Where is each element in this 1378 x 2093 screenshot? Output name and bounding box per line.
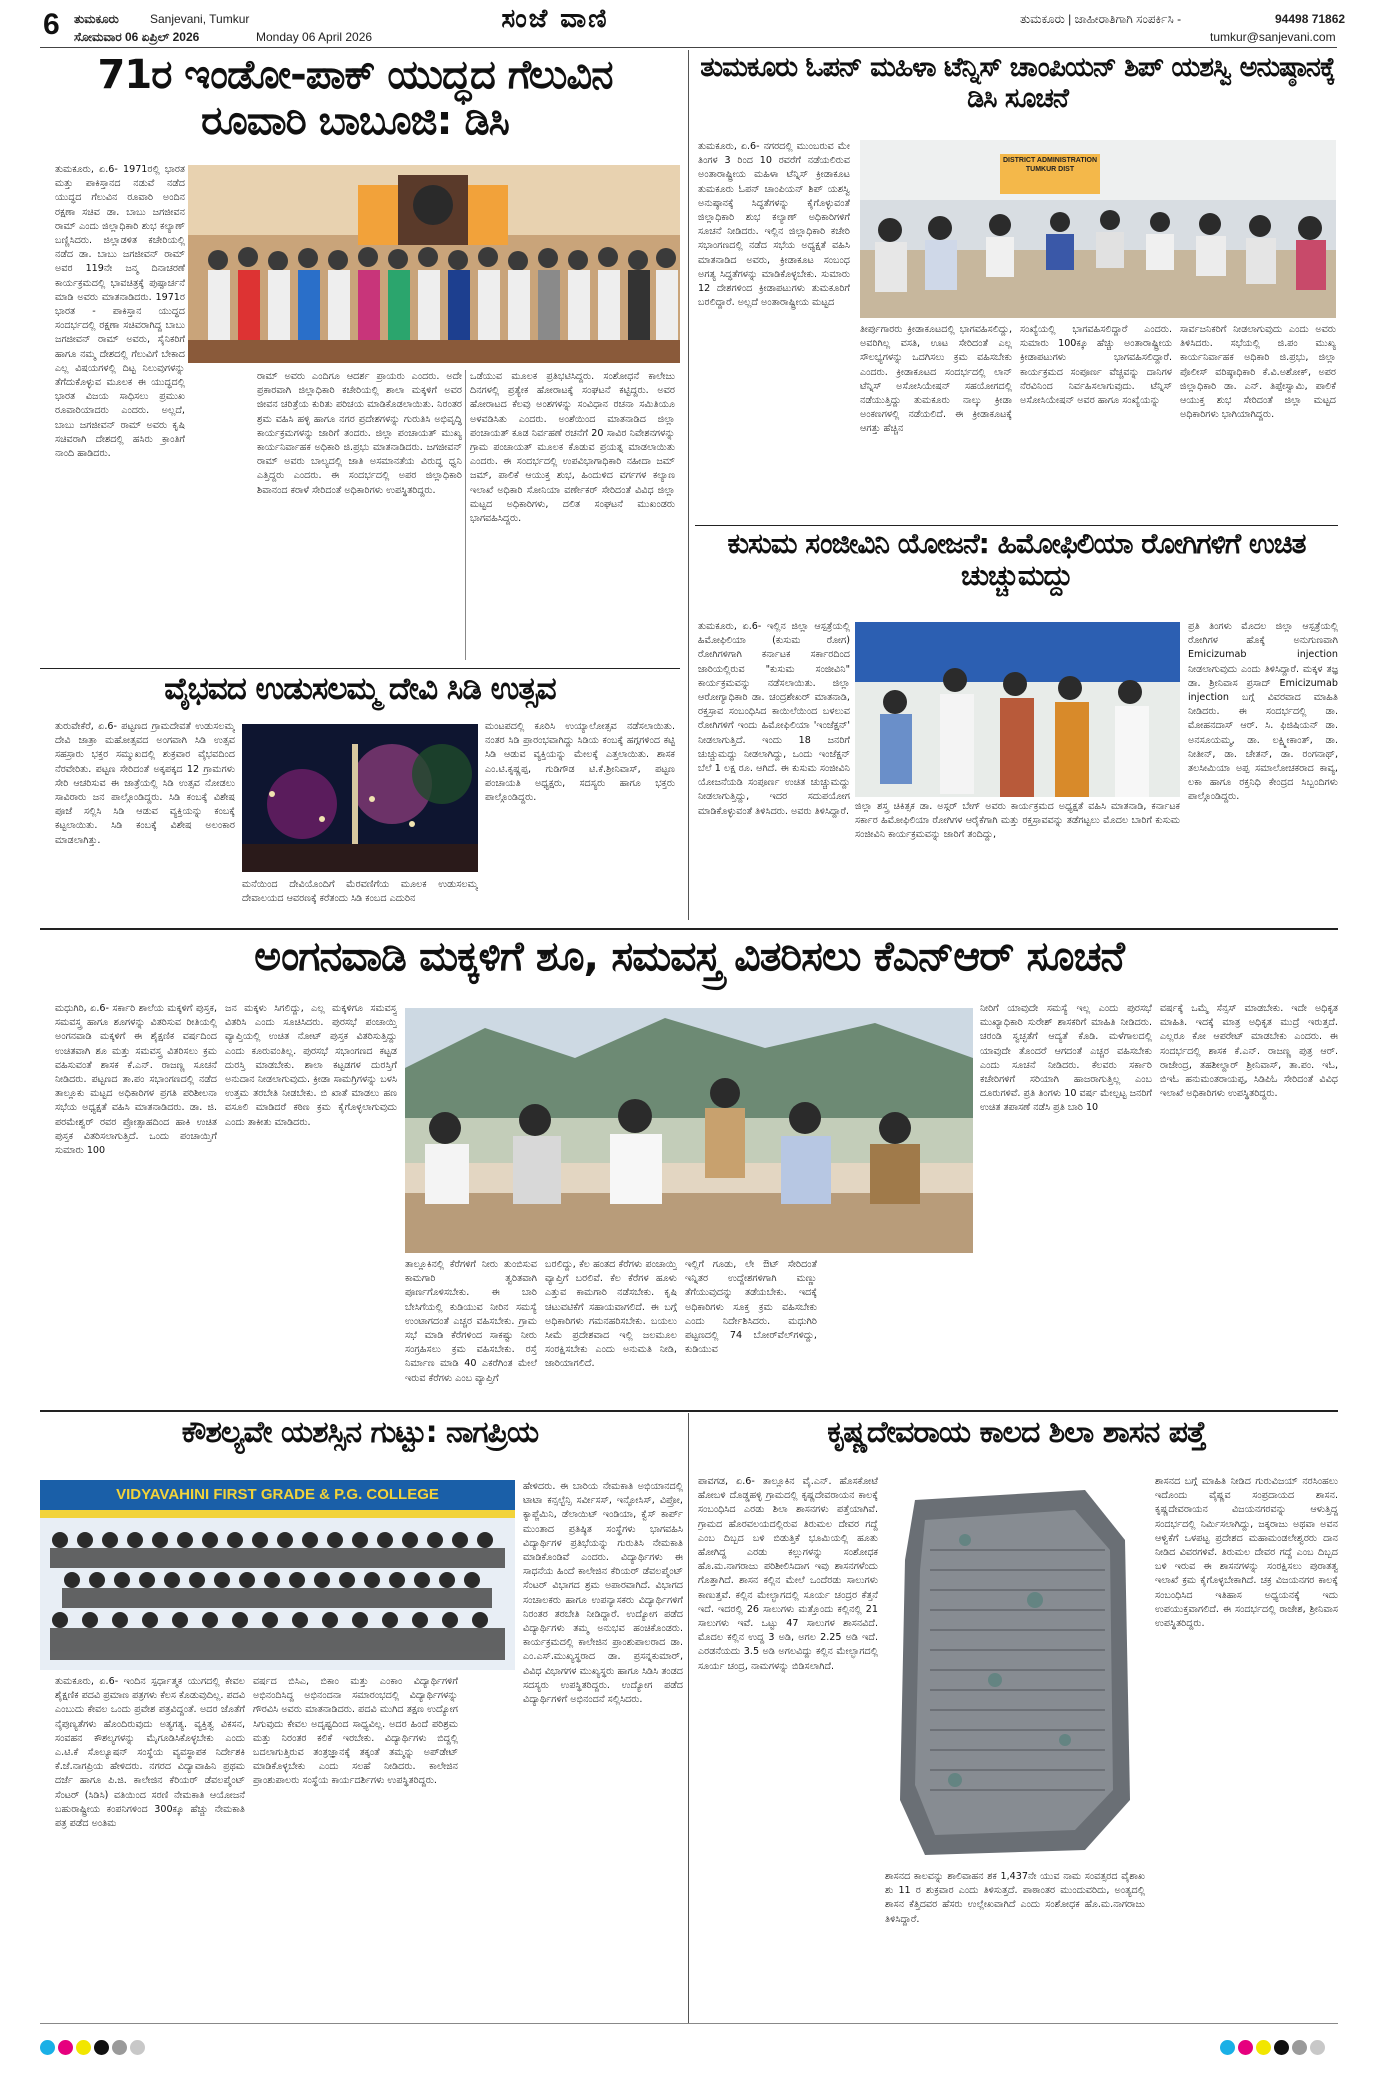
footer-rule: [40, 2023, 1338, 2024]
shasana-col2: ಶಾಸನದ ಕಾಲವನ್ನು ಶಾಲಿವಾಹನ ಶಕ 1,437ನೇ ಯುವ ನಾಮ ಸಂವತ್ಸರದ ವೈಶಾಖ ಶು 11 ರ ಶುಕ್ರವಾರ ಎಂದು ತಿಳಿಸುತ್ತದೆ. ಪಾಠಾಂತರ ಮುಂದುವರಿದು, ಅಂತ್ಯದಲ್ಲಿ ಶಾಸನ ಕೆತ್ತಿದವರ ಹೆಸರು ಉಲ್ಲೇಖವಾಗಿದೆ ಎಂದು ಸಂಶೋಧಕ ಹೊ.ಮ.ನಾಗರಾಜು ತಿಳಿಸಿದ್ದಾರೆ.: [885, 1871, 1145, 1925]
kaushalya-photo-banner: VIDYAVAHINI FIRST GRADE & P.G. COLLEGE: [116, 1486, 439, 1503]
anganwadi-col7: ವರ್ಷಕ್ಕೆ ಒಮ್ಮೆ ಸೆನ್ಸಸ್ ಮಾಡಬೇಕು. ಇದೇ ಅಧಿಕೃತ ಮಾಹಿತಿ. ಇದಕ್ಕೆ ಮಾತ್ರ ಅಧಿಕೃತ ಮುದ್ರೆ ಇರುತ್ತದೆ. ಎಲ್ಲರೂ ಕೋ ಆಪರೇಟ್ ಮಾಡಬೇಕು ಎಂದರು. ಈ ಸಂದರ್ಭದಲ್ಲಿ ಶಾಸಕ ಕೆ.ಎನ್. ರಾಜಣ್ಣ ಪುತ್ರ ಆರ್. ರಾಜೇಂದ್ರ, ತಹಶೀಲ್ದಾರ್ ಶ್ರೀನಿವಾಸ್, ತಾ.ಪಂ. ಇಓ, ಬಿಇಓ ಹನುಮಂತರಾಯಪ್ಪ, ಸಿಡಿಪಿಓ ಸೇರಿದಂತೆ ವಿವಿಧ ಇಲಾಖೆ ಅಧಿಕಾರಿಗಳು ಉಪಸ್ಥಿತರಿದ್ದರು.: [1160, 1003, 1338, 1100]
masthead-logo: [455, 4, 655, 44]
shasana-inscription-photo: [885, 1480, 1145, 1865]
anganwadi-col6: ನೀರಿಗೆ ಯಾವುದೇ ಸಮಸ್ಯೆ ಇಲ್ಲ ಎಂದು ಪುರಸಭೆ ಮುಖ್ಯಾಧಿಕಾರಿ ಸುರೇಶ್ ಶಾಸಕರಿಗೆ ಮಾಹಿತಿ ನೀಡಿದರು. ಚರಂಡಿ ಸ್ವಚ್ಛತೆಗೆ ಆದ್ಯತೆ ಕೊಡಿ. ಮಳೆಗಾಲದಲ್ಲಿ ಯಾವುದೇ ತೊಂದರೆ ಆಗದಂತೆ ಎಚ್ಚರ ವಹಿಸಬೇಕು ಎಂದು ಸೂಚನೆ ನೀಡಿದರು. ಕೆಲವರು ಸರ್ಕಾರಿ ಕಚೇರಿಗಳಿಗೆ ಸರಿಯಾಗಿ ಹಾಜರಾಗುತ್ತಿಲ್ಲ ಎಂಬ ದೂರುಗಳಿವೆ. ಪ್ರತಿ ತಿಂಗಳು 10 ವರ್ಷ ಮೇಲ್ಪಟ್ಟ ಜನರಿಗೆ ಉಚಿತ ತಪಾಸಣೆ ನಡೆಸಿ ಪ್ರತಿ ಬಾರಿ 10: [980, 1003, 1152, 1114]
kaushalya-col1: ತುಮಕೂರು, ಏ.6- ಇಂದಿನ ಸ್ಪರ್ಧಾತ್ಮಕ ಯುಗದಲ್ಲಿ ಕೇವಲ ಶೈಕ್ಷಣಿಕ ಪದವಿ ಪ್ರಮಾಣ ಪತ್ರಗಳು ಕೆಲಸ ಕೊಡುವುದಿಲ್ಲ. ಪದವಿ ಎಂಬುದು ಕೇವಲ ಒಂದು ಪ್ರವೇಶ ಪತ್ರವಿದ್ದಂತೆ. ಅದರ ಜೊತೆಗೆ ನೈಪುಣ್ಯತೆಗಳು ಹೊಂದಿರುವುದು ಅತ್ಯಗತ್ಯ. ವ್ಯಕ್ತಿತ್ವ ವಿಕಸನ, ಸಂವಹನ ಕೌಶಲ್ಯಗಳನ್ನು ಮೈಗೂಡಿಸಿಕೊಳ್ಳಬೇಕು ಎಂದು ಎ.ಟಿ.ಕೆ ಸೊಲ್ಯೂಷನ್ ಸಂಸ್ಥೆಯ ವ್ಯವಸ್ಥಾಪಕ ನಿರ್ದೇಶಕಿ ಕೆ.ಜೆ.ನಾಗಪ್ರಿಯ ಹೇಳಿದರು. ನಗರದ ವಿದ್ಯಾವಾಹಿನಿ ಪ್ರಥಮ ದರ್ಜೆ ಹಾಗೂ ಪಿ.ಜಿ. ಕಾಲೇಜಿನ ಕೆರಿಯರ್ ಡೆವಲಪ್ಮೆಂಟ್ ಸೆಂಟರ್ (ಸಿಡಿಸಿ) ವತಿಯಿಂದ ಸರಣಿ ನೇಮಕಾತಿ ಆಯೋಜನೆ ಬಹುರಾಷ್ಟ್ರೀಯ ಕಂಪನಿಗಳಿಂದ 300ಕ್ಕೂ ಹೆಚ್ಚು ನೇಮಕಾತಿ ಪತ್ರ ಪಡೆದ ಅಂತಿಮ: [55, 1676, 245, 1830]
color-mark-magenta: [1238, 2040, 1253, 2055]
color-mark-yellow: [1256, 2040, 1271, 2055]
header-date-en: Monday 06 April 2026: [256, 30, 373, 44]
anganwadi-col4: ಬರಲಿದ್ದು, ಕೆಲ ಹಂತದ ಕೆರೆಗಳು ಪಂಚಾಯ್ತಿ ವ್ಯಾಪ್ತಿಗೆ ಬರಲಿವೆ. ಕೆಲ ಕೆರೆಗಳ ಹೂಳು ಎತ್ತುವ ಕಾಮಗಾರಿ ನಡೆಸಬೇಕು. ಕೃಷಿ ಚಟುವಟಿಕೆಗೆ ಸಹಾಯವಾಗಲಿದೆ. ಈ ಬಗ್ಗೆ ಅಧಿಕಾರಿಗಳು ಗಮನಹರಿಸಬೇಕು. ಬಯಲು ಸೀಮೆ ಪ್ರದೇಶವಾದ ಇಲ್ಲಿ ಜಲಮೂಲ ಸಂರಕ್ಷಿಸಬೇಕು ಎಂದು ಅನುಮತಿ ನೀಡಿ, ಜಾರಿಯಾಗಲಿದೆ.: [545, 1259, 677, 1370]
header-contact-label: ತುಮಕೂರು | ಜಾಹೀರಾತಿಗಾಗಿ ಸಂಪರ್ಕಿಸಿ -: [1020, 12, 1182, 26]
kusuma-top-rule: [695, 525, 1338, 526]
utsava-col3: ಮಂಟಪದಲ್ಲಿ ಕೂರಿಸಿ ಉಯ್ಯಾಲೋತ್ಸವ ನಡೆಸಲಾಯಿತು. ನಂತರ ಸಿಡಿ ಪ್ರಾರಂಭವಾಗಿದ್ದು ಸಿಡಿಯ ಕಂಬಕ್ಕೆ ಹಗ್ಗಗಳಿಂದ ಕಟ್ಟಿ ಸಿಡಿ ಆಡುವ ವ್ಯಕ್ತಿಯನ್ನು ಮೇಲಕ್ಕೆ ಎತ್ತಲಾಯಿತು. ಶಾಸಕ ಎಂ.ಟಿ.ಕೃಷ್ಣಪ್ಪ, ಗುಡಿಗೌಡ ಟಿ.ಕೆ.ಶ್ರೀನಿವಾಸ್, ಪಟ್ಟಣ ಪಂಚಾಯತಿ ಅಧ್ಯಕ್ಷರು, ಸದಸ್ಯರು ಹಾಗೂ ಭಕ್ತರು ಪಾಲ್ಗೊಂಡಿದ್ದರು.: [485, 721, 675, 804]
footer-color-marks-left: [40, 2040, 148, 2059]
kusuma-headline: ಕುಸುಮ ಸಂಜೀವಿನಿ ಯೋಜನೆ: ಹಿಮೋಫಿಲಿಯಾ ರೋಗಿಗಳಿಗೆ ಉಚಿತ ಚುಚ್ಚುಮದ್ದು: [727, 527, 1306, 593]
babuji-col1: ತುಮಕೂರು, ಏ.6- 1971ರಲ್ಲಿ ಭಾರತ ಮತ್ತು ಪಾಕಿಸ್ತಾನದ ನಡುವೆ ನಡೆದ ಯುದ್ಧದ ಗೆಲುವಿನ ರೂವಾರಿ ಅಂದಿನ ರಕ್ಷಣಾ ಸಚಿವ ಡಾ. ಬಾಬು ಜಗಜೀವನ ರಾಮ್ ಎಂದು ಜಿಲ್ಲಾಧಿಕಾರಿ ಶುಭ ಕಲ್ಯಾಣ್ ಬಣ್ಣಿಸಿದರು. ಜಿಲ್ಲಾಡಳಿತ ಕಚೇರಿಯಲ್ಲಿ ನಡೆದ ಡಾ. ಬಾಬು ಜಗಜೀವನ್ ರಾಮ್ ಅವರ 119ನೇ ಜನ್ಮ ದಿನಾಚರಣೆ ಕಾರ್ಯಕ್ರಮದಲ್ಲಿ ಭಾವಚಿತ್ರಕ್ಕೆ ಪುಷ್ಪಾರ್ಚನೆ ಮಾಡಿ ಅವರು ಮಾತನಾಡಿದರು. 1971ರ ಭಾರತ - ಪಾಕಿಸ್ತಾನ ಯುದ್ಧದ ಸಂದರ್ಭದಲ್ಲಿ ರಕ್ಷಣಾ ಸಚಿವರಾಗಿದ್ದ ಬಾಬು ಜಗಜೀವನ್ ರಾಮ್ ಅವರು, ಸೈನಿಕರಿಗೆ ಹಾಗೂ ನಮ್ಮ ದೇಶದಲ್ಲಿ ಗೆಲುವಿಗೆ ಬೇಕಾದ ಎಲ್ಲ ವಿಷಯಗಳಲ್ಲಿ ದಿಟ್ಟ ನಿಲುವುಗಳನ್ನು ತೆಗೆದುಕೊಳ್ಳುವ ಮೂಲಕ ಈ ಯುದ್ಧದಲ್ಲಿ ಭಾರತ ವಿಜಯ ಸಾಧಿಸಲು ಪ್ರಮುಖ ರೂವಾರಿಯಾದರು ಎಂದರು. ಅಲ್ಲದೆ, ಬಾಬು ಜಗಜೀವನ್ ರಾಮ್ ಅವರು ಕೃಷಿ ಸಚಿವರಾಗಿ ದೇಶದಲ್ಲಿ ಹಸಿರು ಕ್ರಾಂತಿಗೆ ನಾಂದಿ ಹಾಡಿದರು.: [55, 164, 185, 460]
color-mark-black: [1274, 2040, 1289, 2055]
bottom-vertical-rule: [688, 1413, 689, 2023]
kaushalya-photo: [40, 1480, 515, 1670]
kusuma-col1: ತುಮಕೂರು, ಏ.6- ಇಲ್ಲಿನ ಜಿಲ್ಲಾ ಆಸ್ಪತ್ರೆಯಲ್ಲಿ ಹಿಮೋಫಿಲಿಯಾ (ಕುಸುಮ ರೋಗ) ರೋಗಿಗಳಿಗಾಗಿ ಕರ್ನಾಟಕ ಸರ್ಕಾರದಿಂದ ಜಾರಿಯಲ್ಲಿರುವ "ಕುಸುಮ ಸಂಜೀವಿನಿ" ಕಾರ್ಯಕ್ರಮವನ್ನು ನಡೆಸಲಾಯಿತು. ಜಿಲ್ಲಾ ಆರೋಗ್ಯಾಧಿಕಾರಿ ಡಾ. ಚಂದ್ರಶೇಖರ್ ಮಾತನಾಡಿ, ರಕ್ತಸ್ರಾವ ಸಂಬಂಧಿಸಿದ ಕಾಯಿಲೆಯಿಂದ ಬಳಲುವ ರೋಗಿಗಳಿಗೆ ಇಂದು ಹಿಮೋಫಿಲಿಯಾ 'ಇಂಜೆಕ್ಷನ್' ನೀಡಲಾಗುತ್ತಿದೆ. ಇಂದು 18 ಜನರಿಗೆ ಚುಚ್ಚುಮದ್ದು ನೀಡಲಾಗಿದ್ದು, ಒಂದು ಇಂಜೆಕ್ಷನ್ ಬೆಲೆ 1 ಲಕ್ಷ ರೂ. ಆಗಿದೆ. ಈ ಕುಸುಮ ಸಂಜೀವಿನಿ ಯೋಜನೆಯಡಿ ಸಂಪೂರ್ಣ ಉಚಿತ ಚುಚ್ಚುಮದ್ದು ನೀಡಲಾಗುತ್ತಿದ್ದು, ಇದರ ಸದುಪಯೋಗ ಮಾಡಿಕೊಳ್ಳುವಂತೆ ತಿಳಿಸಿದರು. ಅವರು ತಿಳಿಸಿದ್ದಾರೆ.: [698, 621, 850, 817]
kaushalya-col2: ವರ್ಷದ ಬಿಸಿಎ, ಬಿಕಾಂ ಮತ್ತು ಎಂಕಾಂ ವಿದ್ಯಾರ್ಥಿಗಳಿಗೆ ಅಭಿನಂದಿಸಿದ್ದ ಅಭಿನಂದನಾ ಸಮಾರಂಭದಲ್ಲಿ ವಿದ್ಯಾರ್ಥಿಗಳನ್ನು ಗೌರವಿಸಿ ಅವರು ಮಾತನಾಡಿದರು. ಪದವಿ ಮುಗಿದ ತಕ್ಷಣ ಉದ್ಯೋಗ ಸಿಗುವುದು ಕೇವಲ ಅದೃಷ್ಟದಿಂದ ಸಾಧ್ಯವಿಲ್ಲ. ಅದರ ಹಿಂದೆ ಪರಿಶ್ರಮ ಮತ್ತು ನಿರಂತರ ಕಲಿಕೆ ಇರಬೇಕು. ವಿದ್ಯಾರ್ಥಿಗಳು ಬಿದ್ದಲ್ಲಿ ಬದಲಾಗುತ್ತಿರುವ ತಂತ್ರಜ್ಞಾನಕ್ಕೆ ತಕ್ಕಂತೆ ತಮ್ಮನ್ನು ಅಪ್‌ಡೇಟ್ ಮಾಡಿಕೊಳ್ಳಬೇಕು ಎಂದು ಸಲಹೆ ನೀಡಿದರು. ಕಾಲೇಜಿನ ಪ್ರಾಂಶುಪಾಲರು ಸಂಸ್ಥೆಯ ಕಾರ್ಯದರ್ಶಿಗಳು ಉಪಸ್ಥಿತರಿದ್ದರು.: [253, 1676, 458, 1787]
color-mark-magenta: [58, 2040, 73, 2055]
header-rule: [40, 47, 1337, 48]
tennis-col2: ತೀರ್ಪುಗಾರರು ಕ್ರೀಡಾಕೂಟದಲ್ಲಿ ಭಾಗವಹಿಸಲಿದ್ದು, ಅವರಿಗಿಲ್ಲ ವಸತಿ, ಊಟ ಸೇರಿದಂತೆ ಎಲ್ಲ ಸೌಲಭ್ಯಗಳನ್ನು ಒದಗಿಸಲು ಕ್ರಮ ವಹಿಸಬೇಕು ಎಂದರು. ಕ್ರೀಡಾಕೂಟದ ಸಂದರ್ಭದಲ್ಲಿ ಲಾನ್ ಟೆನ್ನಿಸ್ ಅಸೋಸಿಯೇಷನ್ ಸಹಯೋಗದಲ್ಲಿ ನಡೆಯುತ್ತಿದ್ದು ತುಮಕೂರು ನಾಲ್ಕು ಕ್ರೀಡಾ ಅಂಕಣಗಳಲ್ಲಿ ನಡೆಯಲಿದೆ. ಈ ಕ್ರೀಡಾಕೂಟಕ್ಕೆ ಆಗತ್ತು ಹೆಚ್ಚಿನ: [860, 324, 1012, 435]
header-place: ತುಮಕೂರು: [74, 12, 119, 26]
kaushalya-headline: ಕೌಶಲ್ಯವೇ ಯಶಸ್ಸಿನ ಗುಟ್ಟು: ನಾಗಪ್ರಿಯ: [181, 1415, 539, 1450]
anganwadi-col3: ತಾಲ್ಲೂಕಿನಲ್ಲಿ ಕೆರೆಗಳಿಗೆ ನೀರು ತುಂಬಿಸುವ ಕಾಮಗಾರಿ ತ್ವರಿತವಾಗಿ ಪೂರ್ಣಗೊಳಿಸಬೇಕು. ಈ ಬಾರಿ ಬೇಸಿಗೆಯಲ್ಲಿ ಕುಡಿಯುವ ನೀರಿನ ಸಮಸ್ಯೆ ಉಂಟಾಗದಂತೆ ಎಚ್ಚರ ವಹಿಸಬೇಕು. ಗ್ರಾಮ ಸಭೆ ಮಾಡಿ ಕೆರೆಗಳಿಂದ ಸಾಕಷ್ಟು ನೀರು ಸಂಗ್ರಹಿಸಲು ಕ್ರಮ ವಹಿಸಬೇಕು. ರಸ್ತೆ ನಿರ್ಮಾಣ ಮಾಡಿ 40 ಎಕರೆಗಿಂತ ಮೇಲೆ ಇರುವ ಕೆರೆಗಳು ಎಂಬ ವ್ಯಾಪ್ತಿಗೆ: [405, 1259, 537, 1384]
kaushalya-col3: ಹೇಳಿದರು. ಈ ಬಾರಿಯ ನೇಮಕಾತಿ ಅಭಿಯಾನದಲ್ಲಿ ಟಾಟಾ ಕನ್ಸಲ್ಟೆನ್ಸಿ ಸರ್ವೀಸಸ್, ಇನ್ಫೋಸಿಸ್, ವಿಪ್ರೋ, ಕ್ಯಾಪ್ಜೆಮಿನಿ, ಡೆಲಾಯಿಟ್ ಇಂಡಿಯಾ, ಕ್ವೆಸ್ ಕಾರ್ಪ್ ಮುಂತಾದ ಪ್ರತಿಷ್ಠಿತ ಸಂಸ್ಥೆಗಳು ಭಾಗವಹಿಸಿ ವಿದ್ಯಾರ್ಥಿಗಳ ಪ್ರತಿಭೆಯನ್ನು ಗುರುತಿಸಿ ನೇಮಕಾತಿ ಮಾಡಿಕೊಂಡಿವೆ ಎಂದರು. ವಿದ್ಯಾರ್ಥಿಗಳು ಈ ಸಾಧನೆಯ ಹಿಂದೆ ಕಾಲೇಜಿನ ಕೆರಿಯರ್ ಡೆವಲಪ್ಮೆಂಟ್ ಸೆಂಟರ್ ವಿಭಾಗದ ಶ್ರಮ ಅಪಾರವಾಗಿದೆ. ವಿಭಾಗದ ಸಂಚಾಲಕರು ಹಾಗೂ ಉಪನ್ಯಾಸಕರು ವಿದ್ಯಾರ್ಥಿಗಳಿಗೆ ನಿರಂತರ ತರಬೇತಿ ನೀಡಿದ್ದಾರೆ. ಉದ್ಯೋಗ ಪಡೆದ ವಿದ್ಯಾರ್ಥಿಗಳು ತಮ್ಮ ಅನುಭವ ಹಂಚಿಕೊಂಡರು. ಕಾರ್ಯಕ್ರಮದಲ್ಲಿ ಕಾಲೇಜಿನ ಪ್ರಾಂಶುಪಾಲರಾದ ಡಾ. ಎಂ.ಎಸ್.ಮುಖ್ಯಸ್ಥರಾದ ಡಾ. ಪ್ರಸನ್ನಕುಮಾರ್, ವಿವಿಧ ವಿಭಾಗಗಳ ಮುಖ್ಯಸ್ಥರು ಹಾಗೂ ಸಿಡಿಸಿ ತಂಡದ ಸದಸ್ಯರು ಉಪಸ್ಥಿತರಿದ್ದರು. ಉದ್ಯೋಗ ಪಡೆದ ವಿದ್ಯಾರ್ಥಿಗಳಿಗೆ ಅಭಿನಂದನೆ ಸಲ್ಲಿಸಿದರು.: [523, 1481, 683, 1706]
color-mark-gray: [112, 2040, 127, 2055]
tennis-col4: ಸಾರ್ವಜನಿಕರಿಗೆ ನೀಡಲಾಗುವುದು ಎಂದು ಅವರು ತಿಳಿಸಿದರು. ಸಭೆಯಲ್ಲಿ ಜಿ.ಪಂ ಮುಖ್ಯ ಕಾರ್ಯನಿರ್ವಾಹಕ ಅಧಿಕಾರಿ ಜಿ.ಪ್ರಭು, ಜಿಲ್ಲಾ ಪೊಲೀಸ್ ವರಿಷ್ಠಾಧಿಕಾರಿ ಕೆ.ವಿ.ಅಶೋಕ್, ಅಪರ ಜಿಲ್ಲಾಧಿಕಾರಿ ಡಾ. ಎನ್. ತಿಪ್ಪೇಸ್ವಾಮಿ, ಪಾಲಿಕೆ ಆಯುಕ್ತ ಶುಭ ಸೇರಿದಂತೆ ಜಿಲ್ಲಾ ಮಟ್ಟದ ಅಧಿಕಾರಿಗಳು ಭಾಗಿಯಾಗಿದ್ದರು.: [1180, 324, 1336, 421]
babuji-col-rule: [465, 370, 466, 660]
babuji-photo: [188, 165, 680, 363]
header-phone: 94498 71862: [1275, 12, 1346, 26]
anganwadi-col2: ಜನ ಮಕ್ಕಳು ಸಿಗಲಿದ್ದು, ಎಲ್ಲ ಮಕ್ಕಳಿಗೂ ಸಮವಸ್ತ್ರ ವಿತರಿಸಿ ಎಂದು ಸೂಚಿಸಿದರು. ಪುರಸಭೆ ಪಂಚಾಯ್ತಿ ವ್ಯಾಪ್ತಿಯಲ್ಲಿ ಉಚಿತ ನೋಟ್ ಪುಸ್ತಕ ವಿತರಿಸುತ್ತಿದ್ದು ಎಂದು ಕೂರುವಂತಿಲ್ಲ. ಪುರಸಭೆ ಸಭಾಂಗಣದ ಕಟ್ಟಡ ದುರಸ್ತಿ ಮಾಡಬೇಕು. ಶಾಲಾ ಕಟ್ಟಡಗಳ ದುರಸ್ತಿಗೆ ಅನುದಾನ ನೀಡಲಾಗುವುದು. ಕ್ರೀಡಾ ಸಾಮಗ್ರಿಗಳನ್ನು ಬಳಸಿ ಉತ್ತಮ ತರಬೇತಿ ನೀಡಬೇಕು. ಬಿ ಖಾತೆ ಮಾಡಲು ಹಣ ವಸೂಲಿ ಮಾಡಿದರೆ ಕಠಿಣ ಕ್ರಮ ಕೈಗೊಳ್ಳಲಾಗುವುದು ಎಂದು ತಾಕೀತು ಮಾಡಿದರು.: [225, 1003, 397, 1128]
color-mark-black: [94, 2040, 109, 2055]
color-mark-gray: [1292, 2040, 1307, 2055]
shasana-headline: ಕೃಷ್ಣದೇವರಾಯ ಕಾಲದ ಶಿಲಾ ಶಾಸನ ಪತ್ತೆ: [827, 1415, 1206, 1450]
utsava-col1: ತುರುವೇಕೆರೆ, ಏ.6- ಪಟ್ಟಣದ ಗ್ರಾಮದೇವತೆ ಉಡುಸಲಮ್ಮ ದೇವಿ ಜಾತ್ರಾ ಮಹೋತ್ಸವದ ಅಂಗವಾಗಿ ಸಿಡಿ ಉತ್ಸವ ಸಹಸ್ರಾರು ಭಕ್ತರ ಸಮ್ಮುಖದಲ್ಲಿ ಶುಕ್ರವಾರ ವೈಭವದಿಂದ ನೆರವೇರಿತು. ಪಟ್ಟಣ ಸೇರಿದಂತೆ ಅಕ್ಕಪಕ್ಕದ 12 ಗ್ರಾಮಗಳು ಸೇರಿ ಆಚರಿಸುವ ಈ ಜಾತ್ರೆಯಲ್ಲಿ ಸಿಡಿ ಉತ್ಸವ ನೋಡಲು ಸಾವಿರಾರು ಜನ ಪಾಲ್ಗೊಂಡಿದ್ದರು. ಸಿಡಿ ಕಂಬಕ್ಕೆ ವಿಶೇಷ ಪೂಜೆ ಸಲ್ಲಿಸಿ ಸಿಡಿ ಆಡುವ ವ್ಯಕ್ತಿಯನ್ನು ಕಂಬಕ್ಕೆ ಕಟ್ಟಲಾಯಿತು. ಸಿಡಿ ಕಂಬಕ್ಕೆ ವಿಶೇಷ ಅಲಂಕಾರ ಮಾಡಲಾಗಿತ್ತು.: [55, 721, 235, 846]
anganwadi-col1: ಮಧುಗಿರಿ, ಏ.6- ಸರ್ಕಾರಿ ಶಾಲೆಯ ಮಕ್ಕಳಿಗೆ ಪುಸ್ತಕ, ಸಮವಸ್ತ್ರ ಹಾಗೂ ಶೂಗಳನ್ನು ವಿತರಿಸುವ ರೀತಿಯಲ್ಲಿ ಅಂಗನವಾಡಿ ಮಕ್ಕಳಿಗೆ ಈ ಶೈಕ್ಷಣಿಕ ವರ್ಷದಿಂದ ಉಚಿತವಾಗಿ ಶೂ ಮತ್ತು ಸಮವಸ್ತ್ರ ವಿತರಿಸಲು ಕ್ರಮ ವಹಿಸುವಂತೆ ಶಾಸಕ ಕೆ.ಎನ್. ರಾಜಣ್ಣ ಸೂಚನೆ ನೀಡಿದರು. ಪಟ್ಟಣದ ತಾ.ಪಂ ಸಭಾಂಗಣದಲ್ಲಿ ನಡೆದ ತಾಲ್ಲೂಕು ಮಟ್ಟದ ಅಧಿಕಾರಿಗಳ ಪ್ರಗತಿ ಪರಿಶೀಲನಾ ಸಭೆಯ ಅಧ್ಯಕ್ಷತೆ ವಹಿಸಿ ಮಾತನಾಡಿದರು. ಡಾ. ಜಿ. ಪರಮೇಶ್ವರ್ ರವರ ಪ್ರೋತ್ಸಾಹದಿಂದ ಹಾಕಿ ಉಚಿತ ಪುಸ್ತಕ ವಿತರಿಸಲಾಗುತ್ತಿದೆ. ಒಂದು ಪಂಚಾಯ್ತಿಗೆ ಸುಮಾರು 100: [55, 1003, 217, 1157]
tennis-photo-banner: DISTRICT ADMINISTRATION TUMKUR DIST: [1002, 157, 1098, 173]
color-mark-cyan: [40, 2040, 55, 2055]
footer-color-marks-right: [1220, 2040, 1328, 2059]
tennis-col3: ಸಂಖ್ಯೆಯಲ್ಲಿ ಭಾಗವಹಿಸಲಿದ್ದಾರೆ ಎಂದರು. ಸುಮಾರು 100ಕ್ಕೂ ಹೆಚ್ಚು ಅಂತಾರಾಷ್ಟ್ರೀಯ ಕ್ರೀಡಾಪಟುಗಳು ಭಾಗವಹಿಸಲಿದ್ದಾರೆ. ಕಾರ್ಯಕ್ರಮದ ಸಂಪೂರ್ಣ ವೆಚ್ಚವನ್ನು ದಾನಿಗಳ ನೆರವಿನಿಂದ ನಿರ್ವಹಿಸಲಾಗುವುದು. ಟೆನ್ನಿಸ್ ಅಸೋಸಿಯೇಷನ್ ಅವರ ಹಾಗೂ ಸಂಖ್ಯೆಯನ್ನು: [1020, 324, 1172, 407]
babuji-col3: ಒಡೆಯುವ ಮೂಲಕ ಪ್ರತಿಭಟಿಸಿದ್ದರು. ಸಂಶೋಧನೆ ಕಾಲೇಜು ದಿನಗಳಲ್ಲಿ ಪ್ರತ್ಯೇಕ ಹೋರಾಟಕ್ಕೆ ಸಂಘಟನೆ ಕಟ್ಟಿದ್ದರು. ಅವರ ಹೋರಾಟದ ಕೆಲವು ಅಂಶಗಳನ್ನು ಸಂವಿಧಾನ ರಚನಾ ಸಮಿತಿಯೂ ಅಳವಡಿಸಿತು ಎಂದರು. ಅಂಶೆಯಿಂದ ಮಾತನಾಡಿದ ಜಿಲ್ಲಾ ಪಂಚಾಯತ್ ಕೂಡ ನಿರ್ವಹಣೆ ರಚನೆಗೆ 20 ಸಾವಿರ ನಿವೇಶನಗಳನ್ನು ಗ್ರಾಮ ಪಂಚಾಯತ್ ಮೂಲಕ ಕೊಡುವ ಪ್ರಯತ್ನ ಮಾಡಲಾಯಿತು ಎಂದರು. ಈ ಸಂದರ್ಭದಲ್ಲಿ ಉಪವಿಭಾಗಾಧಿಕಾರಿ ನಹೀದಾ ಜಮ್ ಜಮ್, ಪಾಲಿಕೆ ಆಯುಕ್ತ ಶುಭ, ಹಿಂದುಳಿದ ವರ್ಗಗಳ ಕಲ್ಯಾಣ ಇಲಾಖೆ ಅಧಿಕಾರಿ ಸೋನಿಯಾ ವರ್ಣೇಕರ್ ಸೇರಿದಂತೆ ವಿವಿಧ ಜಿಲ್ಲಾ ಮಟ್ಟದ ಅಧಿಕಾರಿಗಳು, ದಲಿತ ಸಂಘಟನೆ ಮುಖಂಡರು ಭಾಗವಹಿಸಿದ್ದರು.: [470, 371, 675, 525]
utsava-photo: [242, 724, 478, 872]
kusuma-col2: ಜಿಲ್ಲಾ ಶಸ್ತ್ರ ಚಿಕಿತ್ಸಕ ಡಾ. ಅಸ್ಗರ್ ಬೇಗ್ ಅವರು ಕಾರ್ಯಕ್ರಮದ ಅಧ್ಯಕ್ಷತೆ ವಹಿಸಿ ಮಾತನಾಡಿ, ಕರ್ನಾಟಕ ಸರ್ಕಾರ ಹಿಮೋಫಿಲಿಯಾ ರೋಗಿಗಳ ಆರೈಕೆಗಾಗಿ ಮತ್ತು ರಕ್ತಸ್ರಾವವನ್ನು ತಡೆಗಟ್ಟಲು ಮೊದಲ ಬಾರಿಗೆ ಕುಸುಮ ಸಂಜೀವಿನಿ ಕಾರ್ಯಕ್ರಮವನ್ನು ಜಾರಿಗೆ ತಂದಿದ್ದು,: [855, 801, 1180, 841]
shasana-col1: ಪಾವಗಡ, ಏ.6- ತಾಲ್ಲೂಕಿನ ವೈ.ಎನ್. ಹೊಸಕೋಟೆ ಹೋಬಳಿ ದೊಡ್ಡಹಳ್ಳಿ ಗ್ರಾಮದಲ್ಲಿ ಕೃಷ್ಣದೇವರಾಯನ ಕಾಲಕ್ಕೆ ಸಂಬಂಧಿಸಿದ ಎರಡು ಶಿಲಾ ಶಾಸನಗಳು ಪತ್ತೆಯಾಗಿವೆ. ಗ್ರಾಮದ ಹೊರವಲಯದಲ್ಲಿರುವ ತಿರುಮಲ ದೇವರ ಗದ್ದೆ ಎಂಬ ದಿಬ್ಬದ ಬಳಿ ಬಿಡುತ್ತಿಕೆ ಭೂಮಿಯಲ್ಲಿ ಹೂತು ಹೋಗಿದ್ದ ಎರಡು ಕಲ್ಲುಗಳನ್ನು ಸಂಶೋಧಕ ಹೊ.ಮ.ನಾಗರಾಜು ಪರಿಶೀಲಿಸಿದಾಗ ಇವು ಶಾಸನಗಳೆಂದು ಗೊತ್ತಾಗಿದೆ. ಶಾಸನ ಕಲ್ಲಿನ ಮೇಲೆ ಒಂದೆರಡು ಸಾಲುಗಳು ಕಾಣುತ್ತವೆ. ಕಲ್ಲಿನ ಮೇಲ್ಭಾಗದಲ್ಲಿ ಸೂರ್ಯ ಚಂದ್ರರ ಕೆತ್ತನೆ ಇದೆ. ಇದರಲ್ಲಿ 26 ಸಾಲುಗಳು ಮತ್ತೊಂದು ಕಲ್ಲಿನಲ್ಲಿ 21 ಸಾಲುಗಳು ಇವೆ. ಒಟ್ಟು 47 ಸಾಲುಗಳ ಶಾಸನವಿದೆ. ಮೊದಲ ಕಲ್ಲಿನ ಉದ್ದ 3 ಅಡಿ, ಅಗಲ 2.25 ಅಡಿ ಇದೆ. ಎರಡನೆಯದು 3.5 ಅಡಿ ಅಗಲವಿದ್ದು ಕಲ್ಲಿನ ಮೇಲ್ಭಾಗದಲ್ಲಿ ಸೂರ್ಯ ಚಂದ್ರ, ನಾಮಗಳನ್ನು ಬಿಡಿಸಲಾಗಿದೆ.: [698, 1476, 878, 1672]
anganwadi-photo: [405, 1008, 973, 1253]
tennis-photo: [860, 140, 1336, 318]
bottom-section-rule: [40, 1410, 1338, 1412]
page-number: 6: [43, 8, 60, 41]
shasana-col3: ಶಾಸನದ ಬಗ್ಗೆ ಮಾಹಿತಿ ನೀಡಿದ ಗುರುವಿಜಯ್ ನರಸಿಂಹಲು ಇದೊಂದು ವೈಷ್ಣವ ಸಂಪ್ರದಾಯದ ಶಾಸನ. ಕೃಷ್ಣದೇವರಾಯನ ವಿಜಯನಗರವನ್ನು ಆಳುತ್ತಿದ್ದ ಸಂದರ್ಭದಲ್ಲಿ ನಿರ್ಮಿಸಲಾಗಿದ್ದು, ಜಕ್ಕರಾಜು ಅಥವಾ ಅವನ ಆಳ್ವಿಕೆಗೆ ಒಳಪಟ್ಟ ಪ್ರದೇಶದ ಮಹಾಮಂಡಲೇಶ್ವರರು ದಾನ ನೀಡಿದ ವಿವರಗಳಿವೆ. ತಿರುಮಲ ದೇವರ ಗದ್ದೆ ಎಂಬ ದಿಬ್ಬದ ಬಳಿ ಇರುವ ಈ ಶಾಸನಗಳನ್ನು ಸಂರಕ್ಷಿಸಲು ಪುರಾತತ್ವ ಇಲಾಖೆ ಕ್ರಮ ಕೈಗೊಳ್ಳಬೇಕಾಗಿದೆ. ಚಕ್ರ ವಿಜಯನಗರ ಕಾಲಕ್ಕೆ ಸಂಬಂಧಿಸಿದ ಇತಿಹಾಸ ಅಧ್ಯಯನಕ್ಕೆ ಇದು ಉಪಯುಕ್ತವಾಗಲಿದೆ. ಈ ಸಂದರ್ಭದಲ್ಲಿ ರಾಜೇಶ, ಶ್ರೀನಿವಾಸ ಉಪಸ್ಥಿತರಿದ್ದರು.: [1155, 1476, 1338, 1630]
kusuma-photo: [855, 622, 1180, 797]
tennis-headline: ತುಮಕೂರು ಓಪನ್ ಮಹಿಳಾ ಟೆನ್ನಿಸ್ ಚಾಂಪಿಯನ್ ಶಿಪ್ ಯಶಸ್ವಿ ಅನುಷ್ಠಾನಕ್ಕೆ ಡಿಸಿ ಸೂಚನೆ: [700, 52, 1335, 115]
anganwadi-col5: ಇಲ್ಲಿಗೆ ಗೂಡು, ಲೇ ಔಟ್ ಸೇರಿದಂತೆ ಇನ್ನಿತರ ಉದ್ದೇಶಗಳಿಗಾಗಿ ಮಣ್ಣು ತೆಗೆಯುವುದನ್ನು ತಡೆಯಬೇಕು. ಇದಕ್ಕೆ ಅಧಿಕಾರಿಗಳು ಸೂಕ್ತ ಕ್ರಮ ವಹಿಸಬೇಕು ಎಂದು ನಿರ್ದೇಶಿಸಿದರು. ಮಧುಗಿರಿ ಪಟ್ಟಣದಲ್ಲಿ 74 ಬೋರ್‌ವೆಲ್‌ಗಳಿದ್ದು, ಕುಡಿಯುವ: [685, 1259, 817, 1356]
anganwadi-top-rule: [40, 928, 1338, 930]
masthead-text: ಸಂಜೆ ವಾಣಿ: [501, 4, 609, 34]
kusuma-col3: ಪ್ರತಿ ತಿಂಗಳು ಮೊದಲ ಜಿಲ್ಲಾ ಆಸ್ಪತ್ರೆಯಲ್ಲಿ ರೋಗಿಗಳ ಹೊಕ್ಕೆ ಅನುಗುಣವಾಗಿ Emicizumab injection ನೀಡಲಾಗುವುದು ಎಂದು ತಿಳಿಸಿದ್ದಾರೆ. ಮಕ್ಕಳ ತಜ್ಞ ಡಾ. ಶ್ರೀನಿವಾಸ ಪ್ರಸಾದ್ Emicizumab injection ಬಗ್ಗೆ ವಿವರವಾದ ಮಾಹಿತಿ ನೀಡಿದರು. ಈ ಸಂದರ್ಭದಲ್ಲಿ ಡಾ. ಮೋಹನದಾಸ್ ಆರ್. ಸಿ. ಫಿಜಿಷಿಯನ್ ಡಾ. ಅನಸೂಯಮ್ಮ, ಡಾ. ಲಕ್ಷ್ಮೀಕಾಂತ್, ಡಾ. ನೀತೀನ್, ಡಾ. ಚೇತನ್, ಡಾ. ರಂಗನಾಥ್, ತಲಸೀಮಿಯಾ ಅಪ್ಪ ಸಮಾಲೋಚಕರಾದ ಕಾವ್ಯ, ಲಕಾ ಹಾಗೂ ರಕ್ತನಿಧಿ ಕೇಂದ್ರದ ಸಿಬ್ಬಂದಿಗಳು ಪಾಲ್ಗೊಂಡಿದ್ದರು.: [1188, 621, 1338, 803]
babuji-col2: ರಾಮ್ ಅವರು ಎಂದಿಗೂ ಆದರ್ಶ ಪ್ರಾಯರು ಎಂದರು. ಅದೇ ಪ್ರಕಾರವಾಗಿ ಜಿಲ್ಲಾಧಿಕಾರಿ ಕಚೇರಿಯಲ್ಲಿ ಶಾಲಾ ಮಕ್ಕಳಿಗೆ ಅವರ ಜೀವನ ಚರಿತ್ರೆಯ ಕುರಿತು ಪರಿಚಯ ಮಾಡಿಕೊಡಲಾಯಿತು. ನಿರಂತರ ಶ್ರಮ ವಹಿಸಿ ಹಳ್ಳಿ ಹಾಗೂ ನಗರ ಪ್ರದೇಶಗಳನ್ನು ಗುರುತಿಸಿ ಅಭಿವೃದ್ಧಿ ಕಾರ್ಯಕ್ರಮಗಳನ್ನು ಜಾರಿಗೆ ತಂದರು. ಜಿಲ್ಲಾ ಪಂಚಾಯತ್ ಮುಖ್ಯ ಕಾರ್ಯನಿರ್ವಾಹಕ ಅಧಿಕಾರಿ ಜಿ.ಪ್ರಭು ಮಾತನಾಡಿದರು. ಜಗಜೀವನ್ ರಾಮ್ ಅವರು ಬಾಲ್ಯದಲ್ಲಿ ಜಾತಿ ಅಸಮಾನತೆಯ ವಿರುದ್ಧ ಧ್ವನಿ ಎತ್ತಿದ್ದರು ಎಂದರು. ಈ ಸಂದರ್ಭದಲ್ಲಿ ಅಪರ ಜಿಲ್ಲಾಧಿಕಾರಿ ಶಿವಾನಂದ ಕರಾಳೆ ಸೇರಿದಂತೆ ಅಧಿಕಾರಿಗಳು ಉಪಸ್ಥಿತರಿದ್ದರು.: [257, 371, 462, 496]
top-vertical-rule: [688, 50, 689, 920]
color-mark-lightgray: [1310, 2040, 1325, 2055]
color-mark-cyan: [1220, 2040, 1235, 2055]
color-mark-yellow: [76, 2040, 91, 2055]
tennis-col1: ತುಮಕೂರು, ಏ.6- ನಗರದಲ್ಲಿ ಮುಂಬರುವ ಮೇ ತಿಂಗಳ 3 ರಿಂದ 10 ರವರೆಗೆ ನಡೆಯಲಿರುವ ಅಂತಾರಾಷ್ಟ್ರೀಯ ಮಹಿಳಾ ಟೆನ್ನಿಸ್ ಕ್ರೀಡಾಕೂಟ ತುಮಕೂರು ಓಪನ್ ಚಾಂಪಿಯನ್ ಶಿಪ್ ಯಶಸ್ವಿ ಅನುಷ್ಠಾನಕ್ಕೆ ಸಿದ್ಧತೆಗಳನ್ನು ಕೈಗೊಳ್ಳುವಂತೆ ಜಿಲ್ಲಾಧಿಕಾರಿ ಶುಭ ಕಲ್ಯಾಣ್ ಅಧಿಕಾರಿಗಳಿಗೆ ಸೂಚನೆ ನೀಡಿದರು. ಇಲ್ಲಿನ ಜಿಲ್ಲಾಧಿಕಾರಿ ಕಚೇರಿ ಸಭಾಂಗಣದಲ್ಲಿ ನಡೆದ ಸಭೆಯ ಅಧ್ಯಕ್ಷತೆ ವಹಿಸಿ ಮಾತನಾಡಿದ ಅವರು, ಕ್ರೀಡಾಕೂಟ ಸಂಬಂಧ ಅಗತ್ಯ ಸಿದ್ಧತೆಗಳನ್ನು ಮಾಡಿಕೊಳ್ಳಬೇಕು. ಸುಮಾರು 12 ದೇಶಗಳಿಂದ ಕ್ರೀಡಾಪಟುಗಳು ತುಮಕೂರಿಗೆ ಬರಲಿದ್ದಾರೆ. ಅಲ್ಲದೆ ಅಂತಾರಾಷ್ಟ್ರೀಯ ಮಟ್ಟದ: [698, 141, 850, 309]
utsava-headline: ವೈಭವದ ಉಡುಸಲಮ್ಮ ದೇವಿ ಸಿಡಿ ಉತ್ಸವ: [164, 671, 556, 707]
color-mark-lightgray: [130, 2040, 145, 2055]
header-paper-name: Sanjevani, Tumkur: [150, 12, 250, 26]
utsava-top-rule: [40, 668, 680, 669]
babuji-headline: 71ರ ಇಂಡೋ-ಪಾಕ್ ಯುದ್ಧದ ಗೆಲುವಿನ ರೂವಾರಿ ಬಾಬೂಜಿ: ಡಿಸಿ: [97, 52, 613, 144]
anganwadi-headline: ಅಂಗನವಾಡಿ ಮಕ್ಕಳಿಗೆ ಶೂ, ಸಮವಸ್ತ್ರ ವಿತರಿಸಲು ಕೆಎನ್‌ಆರ್ ಸೂಚನೆ: [254, 932, 1124, 980]
header-email[interactable]: tumkur@sanjevani.com: [1210, 30, 1336, 44]
header-date-kn: ಸೋಮವಾರ 06 ಏಪ್ರಿಲ್ 2026: [74, 30, 200, 44]
utsava-col2: ಮನೆಯಿಂದ ದೇವಿಯೊಂದಿಗೆ ಮೆರವಣಿಗೆಯ ಮೂಲಕ ಉಡುಸಲಮ್ಮ ದೇವಾಲಯದ ಆವರಣಕ್ಕೆ ಕರೆತಂದು ಸಿಡಿ ಕಂಬದ ಎದುರಿನ: [242, 879, 478, 905]
